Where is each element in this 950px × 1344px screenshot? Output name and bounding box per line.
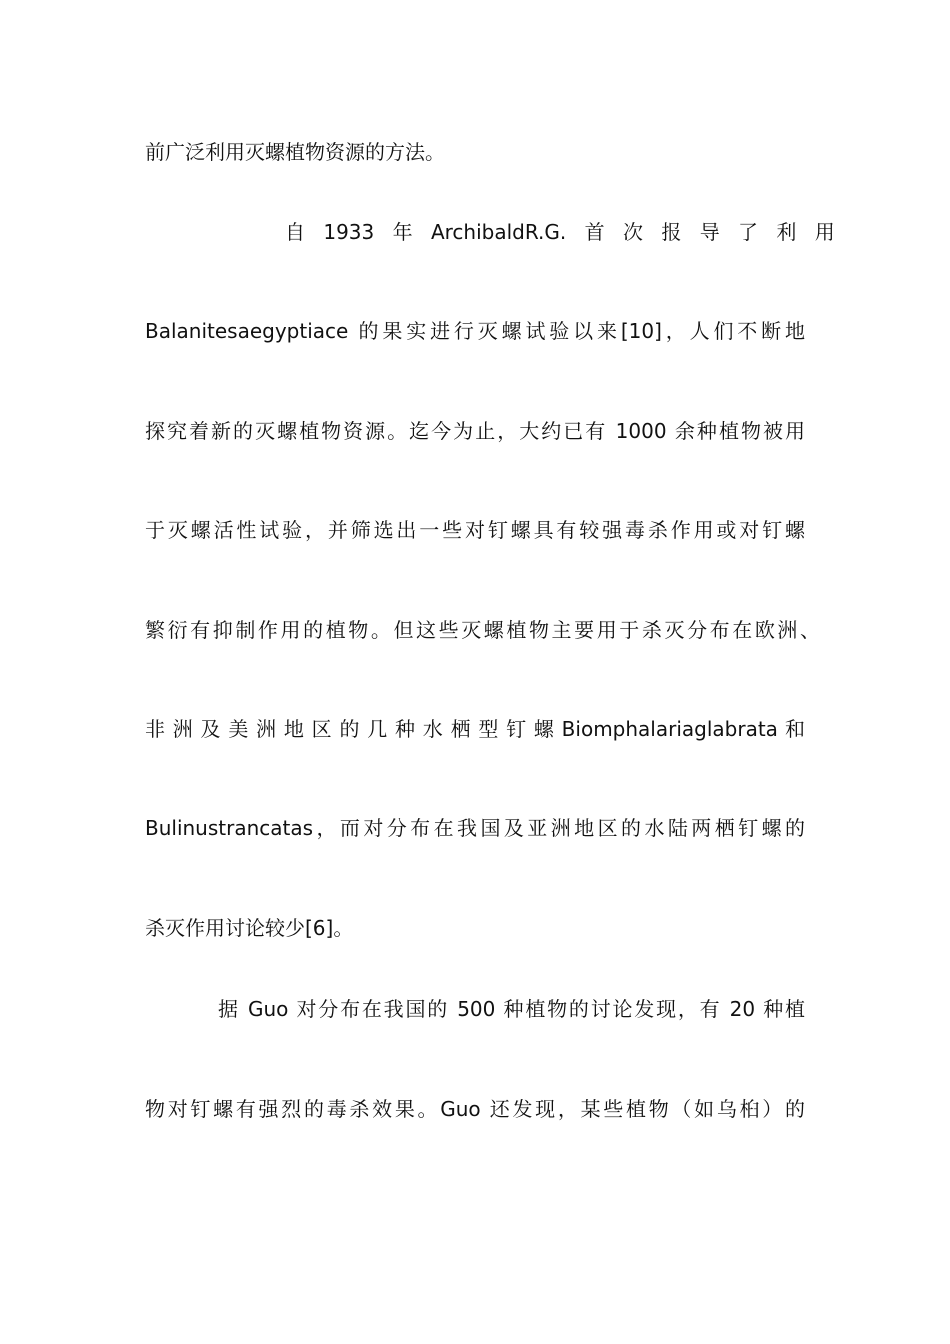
text-line-3: Balanitesaegyptiace 的果实进行灭螺试验以来[10]，人们不断地 <box>145 319 805 343</box>
text-line-4: 探究着新的灭螺植物资源。迄今为止，大约已有 1000 余种植物被用 <box>145 419 805 443</box>
text-line-5: 于灭螺活性试验，并筛选出一些对钉螺具有较强毒杀作用或对钉螺 <box>145 518 805 542</box>
text-line-6: 繁衍有抑制作用的植物。但这些灭螺植物主要用于杀灭分布在欧洲、 <box>145 618 820 642</box>
text-line-10: 据 Guo 对分布在我国的 500 种植物的讨论发现，有 20 种植 <box>218 997 805 1021</box>
text-line-7: 非 洲 及 美 洲 地 区 的 几 种 水 栖 型 钉 螺 Biomphalariaglabrata 和 <box>145 717 805 741</box>
text-line-9: 杀灭作用讨论较少[6]。 <box>145 916 354 940</box>
text-line-2: 自 1933 年 ArchibaldR.G. 首 次 报 导 了 利 用 <box>285 220 835 244</box>
text-line-8: Bulinustrancatas，而对分布在我国及亚洲地区的水陆两栖钉螺的 <box>145 816 805 840</box>
text-line-11: 物对钉螺有强烈的毒杀效果。Guo 还发现，某些植物（如乌桕）的 <box>145 1097 805 1121</box>
text-line-1: 前广泛利用灭螺植物资源的方法。 <box>145 140 445 164</box>
